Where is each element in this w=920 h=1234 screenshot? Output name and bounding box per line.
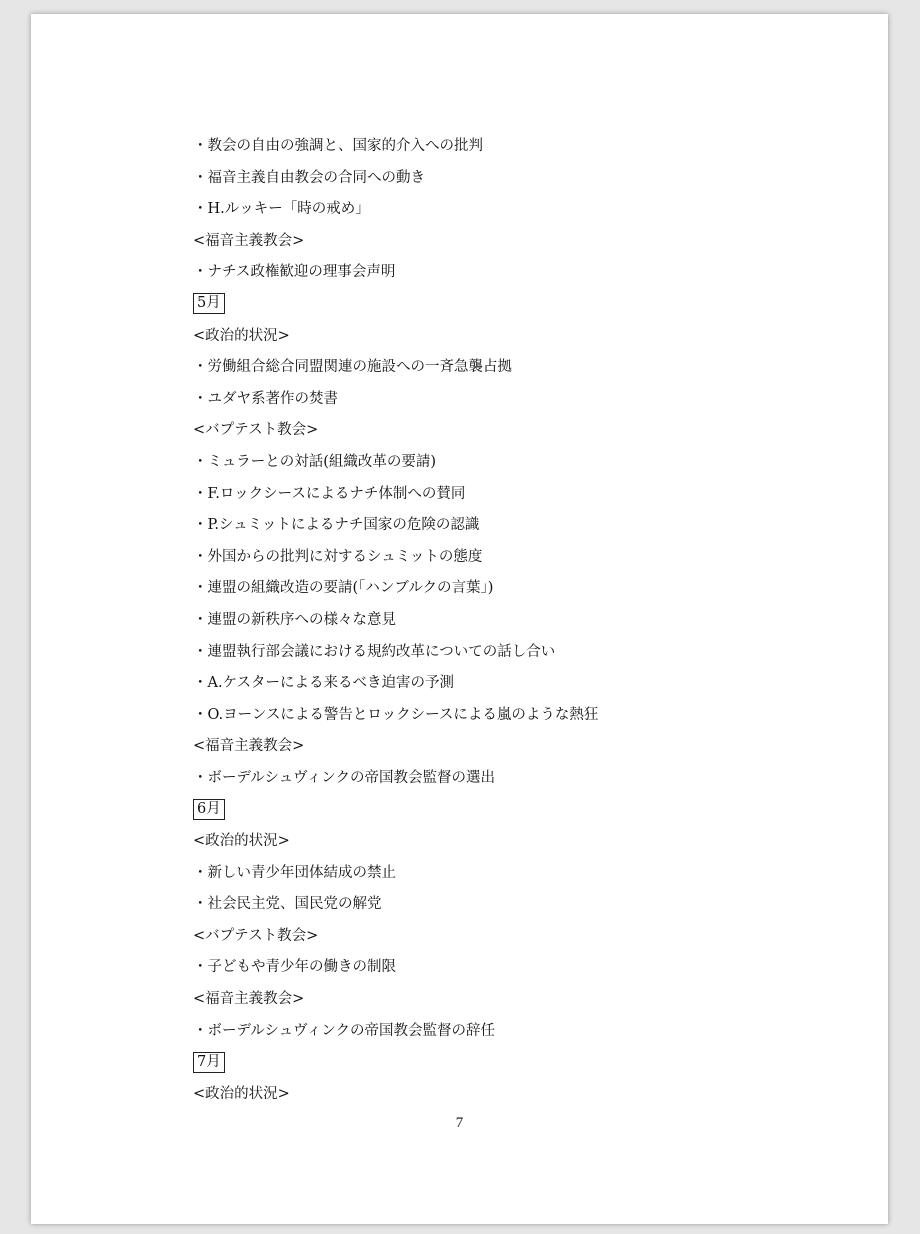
month-label: 6月 [193, 799, 225, 820]
list-item: ・新しい青少年団体結成の禁止 [193, 864, 396, 881]
list-item: ・O.ヨーンスによる警告とロックシースによる嵐のような熱狂 [193, 706, 599, 723]
page-number: 7 [455, 1115, 464, 1131]
month-label: 5月 [193, 293, 225, 314]
list-item: ・P.シュミットによるナチ国家の危険の認識 [193, 517, 480, 534]
section-heading: <政治的状況> [193, 327, 290, 344]
month-label: 7月 [193, 1052, 225, 1073]
document-page [31, 14, 888, 1224]
section-heading: <政治的状況> [193, 1085, 290, 1102]
list-item: ・福音主義自由教会の合同への動き [193, 169, 425, 186]
section-heading: <福音主義教会> [193, 232, 305, 249]
list-item: ・教会の自由の強調と、国家的介入への批判 [193, 138, 483, 154]
list-item: ・ユダヤ系著作の焚書 [193, 390, 338, 407]
document-body [193, 131, 853, 1110]
list-item: ・ミュラーとの対話(組織改革の要請) [193, 453, 437, 470]
list-item: ・ボーデルシュヴィンクの帝国教会監督の辞任 [193, 1022, 495, 1039]
list-item: ・社会民主党、国民党の解党 [193, 896, 382, 913]
list-item: ・労働組合総合同盟関連の施設への一斉急襲占拠 [193, 359, 512, 376]
list-item: ・H.ルッキー「時の戒め」 [193, 201, 370, 218]
section-heading: <福音主義教会> [193, 738, 305, 755]
list-item: ・連盟の組織改造の要請(「ハンブルクの言葉」) [193, 580, 494, 597]
month-heading [193, 1047, 853, 1079]
list-item: ・外国からの批判に対するシュミットの態度 [193, 548, 483, 565]
section-heading: <福音主義教会> [193, 991, 305, 1008]
list-item: ・F.ロックシースによるナチ体制への賛同 [193, 485, 466, 502]
section-heading: <政治的状況> [193, 833, 290, 850]
list-item: ・子どもや青少年の働きの制限 [193, 959, 396, 976]
section-heading: <バプテスト教会> [193, 927, 319, 944]
list-item: ・ナチス政権歓迎の理事会声明 [193, 264, 396, 281]
month-heading [193, 289, 853, 321]
list-item: ・連盟執行部会議における規約改革についての話し合い [193, 643, 556, 660]
list-item: ・連盟の新秩序への様々な意見 [193, 611, 396, 628]
list-item: ・ボーデルシュヴィンクの帝国教会監督の選出 [193, 769, 495, 786]
list-item: ・A.ケスターによる来るべき迫害の予測 [193, 675, 454, 692]
section-heading: <バプテスト教会> [193, 422, 319, 439]
month-heading [193, 794, 853, 826]
